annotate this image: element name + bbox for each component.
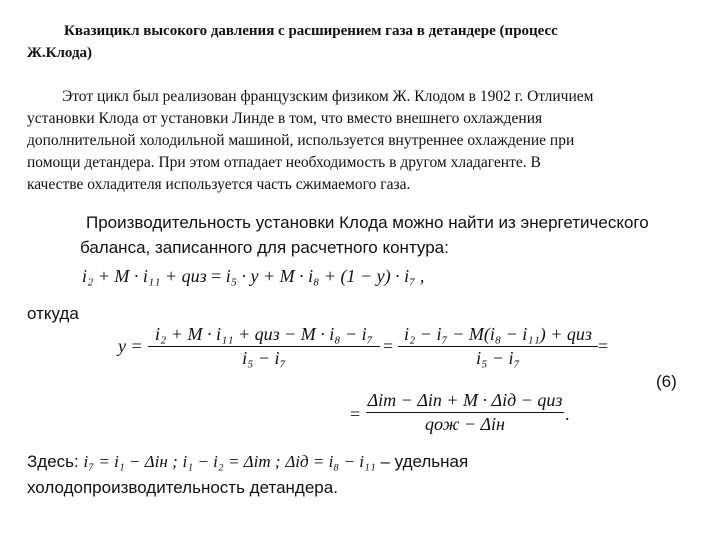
equals-sign-2: =: [598, 336, 609, 356]
balance-equation: i₂ + M · i₁₁ + qиз = i₅ · y + M · i₈ + (1 − y) · i₇ ,: [82, 266, 425, 286]
balance-rhs: i₅ · y + M · i₈ + (1 − y) · i₇ ,: [225, 266, 425, 286]
intro-line-1: Этот цикл был реализован французским физиком Ж. Клодом в 1902 г. Отличием: [62, 88, 594, 105]
intro-line-4: помощи детандера. При этом отпадает необходимость в другом хладагенте. В: [27, 154, 541, 171]
fraction-3-bar: [366, 412, 564, 413]
fraction-3-denominator: qож − Δiн: [425, 414, 505, 434]
title-line-2: Ж.Клода): [27, 45, 93, 61]
definition-1: i₇ = i₁ − Δiн ;: [83, 452, 178, 471]
fraction-1: [148, 324, 380, 369]
definitions-line: [27, 452, 468, 472]
intro-line-2: установки Клода от установки Линде в том, что вместо внешнего охлаждения: [27, 110, 543, 127]
y-symbol: y =: [118, 336, 143, 356]
definition-2: i₁ − i₂ = Δiт ;: [182, 452, 281, 471]
intro-line-5: качестве охладителя используется часть сжимаемого газа.: [27, 176, 411, 193]
fraction-2-numerator: i₂ − i₇ − M(i₈ − i₁₁) + qиз: [404, 324, 592, 344]
fraction-2-denominator: i₅ − i₇: [476, 348, 520, 368]
fraction-3-numerator: Δiт − Δiп + M · Δiд − qиз: [367, 390, 563, 410]
productivity-line-1: Производительность установки Клода можно найти из энергетического: [86, 213, 649, 232]
definitions-line-2: холодопроизводительность детандера.: [27, 478, 338, 497]
intro-line-3: дополнительной холодильной машиной, используется внутреннее охлаждение при: [27, 132, 575, 149]
fraction-2: [398, 324, 598, 369]
productivity-line-2: баланса, записанного для расчетного контура:: [80, 238, 449, 257]
fraction-3: [366, 390, 564, 435]
equals-sign-1: =: [383, 336, 394, 356]
definition-suffix: – удельная: [380, 452, 469, 471]
fraction-1-denominator: i₅ − i₇: [242, 348, 286, 368]
fraction-1-bar: [148, 346, 380, 347]
fraction-2-bar: [398, 346, 598, 347]
here-label: Здесь:: [27, 452, 79, 471]
whence-text: откуда: [27, 304, 79, 323]
title-line-1: Квазицикл высокого давления с расширением газа в детандере (процесс: [64, 23, 558, 39]
balance-lhs: i₂ + M · i₁₁ + qиз: [82, 266, 207, 286]
fraction-1-numerator: i₂ + M · i₁₁ + qиз − M · i₈ − i₇: [155, 324, 373, 344]
definition-3: Δiд = i₈ − i₁₁: [285, 452, 376, 471]
equals-sign-3: =: [350, 404, 361, 424]
period: .: [565, 404, 570, 424]
equation-number: (6): [656, 372, 677, 391]
